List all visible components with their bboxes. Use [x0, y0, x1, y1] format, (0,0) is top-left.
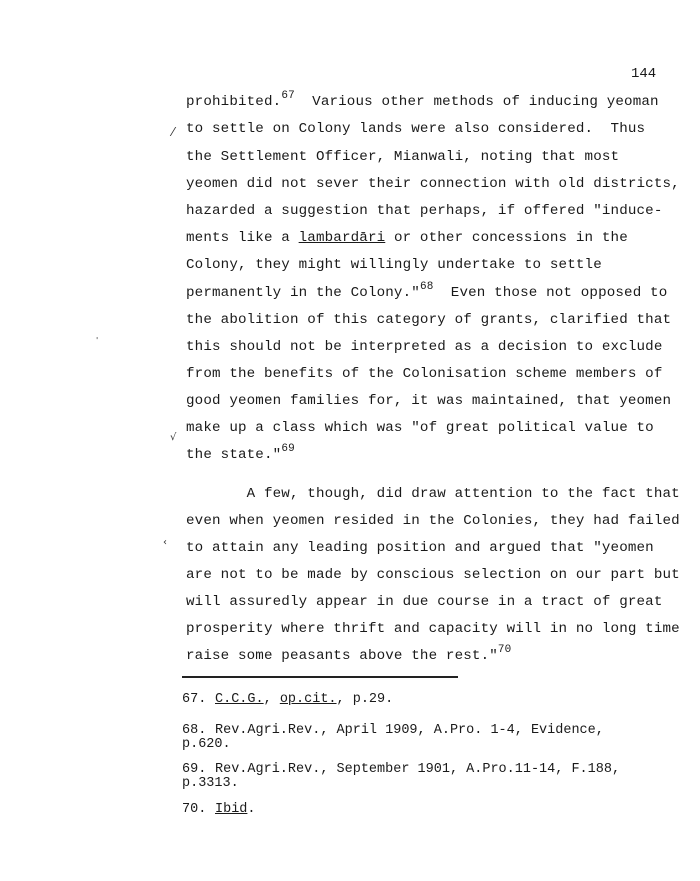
text-line: the abolition of this category of grants, clarified that — [186, 312, 672, 328]
text-line: Colony, they might willingly undertake to settle — [186, 257, 602, 273]
text-line: prosperity where thrift and capacity will in no long time — [186, 621, 680, 637]
footnote-70: 70. Ibid. — [182, 802, 256, 817]
text-line: A few, though, did draw attention to the fact that — [186, 486, 680, 502]
text-line: are not to be made by conscious selection on our part but — [186, 567, 680, 583]
footnote-ref[interactable]: 70 — [497, 644, 512, 657]
footnote-ref[interactable]: 67 — [281, 90, 295, 103]
text-line: to attain any leading position and argued that "yeomen — [186, 540, 654, 556]
tick-mark-icon: ' — [96, 336, 99, 345]
footnote-69-continued: p.3313. — [182, 776, 239, 791]
text-line: make up a class which was "of great political value to — [186, 420, 654, 436]
text-line: permanently in the Colony."$^{68}$ Even those not opposed to — [186, 281, 668, 301]
text-line: hazarded a suggestion that perhaps, if offered "induce- — [186, 203, 663, 219]
text-line: from the benefits of the Colonisation scheme members of — [186, 366, 663, 382]
text-line: good yeomen families for, it was maintained, that yeomen — [186, 393, 672, 409]
text-line: yeomen did not sever their connection with old districts, — [186, 176, 680, 192]
footnote-68-continued: p.620. — [182, 737, 231, 752]
check-mark-icon: ⁄ — [172, 125, 175, 139]
text-line: the state."$^{69}$ — [186, 443, 295, 463]
text-line: raise some peasants above the rest."$^{70}$ — [186, 644, 512, 664]
text-line: to settle on Colony lands were also considered. Thus — [186, 121, 646, 137]
footnote-67: 67. C.C.G., op.cit., p.29. — [182, 692, 394, 707]
check-mark-icon: √ — [170, 432, 177, 443]
text-line: prohibited.$^{67}$ Various other methods of inducing yeoman — [186, 90, 659, 110]
text-line: will assuredly appear in due course in a tract of great — [186, 594, 663, 610]
footnote-68: 68. Rev.Agri.Rev., April 1909, A.Pro. 1-4, Evidence, — [182, 723, 604, 738]
underlined-term: lambardāri — [298, 230, 386, 246]
check-mark-icon: ‹ — [163, 537, 167, 548]
text-line: even when yeomen resided in the Colonies, they had failed — [186, 513, 680, 529]
footnote-ref[interactable]: 69 — [281, 443, 295, 456]
footnote-separator — [182, 676, 458, 678]
footnote-ref[interactable]: 68 — [419, 281, 434, 294]
page-number: 144 — [631, 66, 657, 82]
text-line: the Settlement Officer, Mianwali, noting that most — [186, 149, 620, 165]
footnote-69: 69. Rev.Agri.Rev., September 1901, A.Pro.11-14, F.188, — [182, 762, 621, 777]
text-line: ments like a lambardāri or other concessions in the — [186, 230, 628, 246]
text-line: this should not be interpreted as a decision to exclude — [186, 339, 663, 355]
